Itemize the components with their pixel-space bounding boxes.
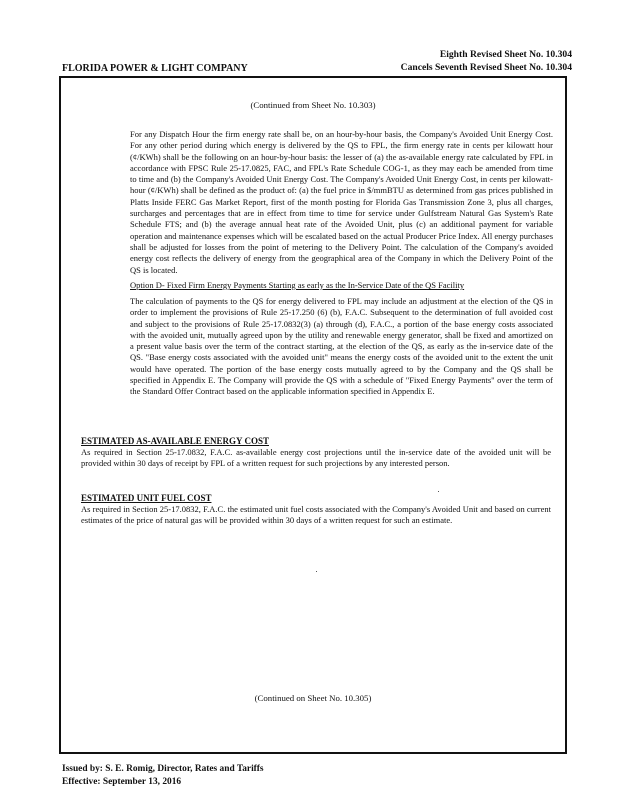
scan-speck bbox=[316, 571, 317, 572]
sheet-revision: Eighth Revised Sheet No. 10.304 bbox=[439, 49, 572, 60]
sheet-cancels: Cancels Seventh Revised Sheet No. 10.304 bbox=[400, 61, 572, 73]
effective-date: Effective: September 13, 2016 bbox=[62, 776, 182, 787]
tariff-frame bbox=[59, 76, 567, 754]
section-text-fuel-cost: As required in Section 25-17.0832, F.A.C. the estimated unit fuel costs associated with the Company's Avoided Unit and based on current estimates of the price of natural gas will be provided within 30 days of a written request for such an estimate. bbox=[81, 504, 551, 526]
option-d-heading: Option D- Fixed Firm Energy Payments Starting as early as the In-Service Date of the QS Facility bbox=[130, 280, 465, 290]
issued-by: Issued by: S. E. Romig, Director, Rates and Tariffs bbox=[62, 764, 264, 774]
company-name: FLORIDA POWER & LIGHT COMPANY bbox=[62, 63, 248, 74]
section-heading-fuel-cost: ESTIMATED UNIT FUEL COST bbox=[81, 493, 212, 503]
section-heading-as-available: ESTIMATED AS-AVAILABLE ENERGY COST bbox=[81, 436, 269, 446]
paragraph-firm-energy-rate: For any Dispatch Hour the firm energy rate shall be, on an hour-by-hour basis, the Company's Avoided Unit Energy Cost. For any other period during which energy is delivered by the QS to FPL, the firm energy rate in cents per kilowatt hour (¢/KWh) shall be the following on an hour-by-hour basis: the lesser of (a) the as-available energy rate calculated by FPL in accordance with FPSC Rule 25-17.0825, FAC, and FPL's Rate Schedule COG-1, as they may each be amended from time to time and (b) the Company's Avoided Unit Energy Cost. The Company's Avoided Unit Energy Cost, in cents per kilowatt-hour (¢/KWh) shall be defined as the product of: (a) the fuel price in $/mmBTU as determined from gas prices published in Platts Inside FERC Gas Market Report, first of the month posting for Florida Gas Transmission Zone 3, plus all charges, surcharges and percentages that are in effect from time to time for service under Gulfstream Natural Gas System's Rate Schedule FTS; and (b) the average annual heat rate of the Avoided Unit, plus (c) an additional payment for variable operation and maintenance expenses which will be escalated based on the actual Producer Price Index. All energy purchases shall be adjusted for losses from the point of metering to the Delivery Point. The calculation of the Company's avoided energy cost reflects the delivery of energy from the geographical area of the Company in which the Delivery Point of the QS is located. bbox=[130, 129, 553, 275]
scan-speck bbox=[438, 491, 439, 492]
section-text-as-available: As required in Section 25-17.0832, F.A.C. as-available energy cost projections until the in-service date of the avoided unit will be provided within 30 days of receipt by FPL of a written request for such projections by any interested person. bbox=[81, 447, 551, 469]
footer-block bbox=[62, 763, 264, 788]
paragraph-option-d: The calculation of payments to the QS for energy delivered to FPL may include an adjustment at the election of the QS in order to implement the provisions of Rule 25-17.250 (6) (b), F.A.C. Subsequent to the determination of full avoided cost and subject to the provisions of Rule 25-17.0832(3) (a) through (d), F.A.C., a portion of the base energy costs associated with the avoided unit, mutually agreed upon by the utility and renewable energy generator, shall be fixed and amortized on a present value basis over the term of the contract starting, at the election of the QS, as early as the in-service date of the QS. "Base energy costs associated with the avoided unit" means the energy costs of the avoided unit to the extent the unit would have operated. The portion of the base energy costs mutually agreed to by the Company and the QS shall be specified in Appendix E. The Company will provide the QS with a schedule of "Fixed Energy Payments" over the term of the Standard Offer Contract based on the applicable information specified in Appendix E. bbox=[130, 296, 553, 397]
continued-from: (Continued from Sheet No. 10.303) bbox=[250, 100, 376, 110]
continued-on: (Continued on Sheet No. 10.305) bbox=[254, 693, 372, 703]
header-revision-block bbox=[401, 49, 572, 74]
